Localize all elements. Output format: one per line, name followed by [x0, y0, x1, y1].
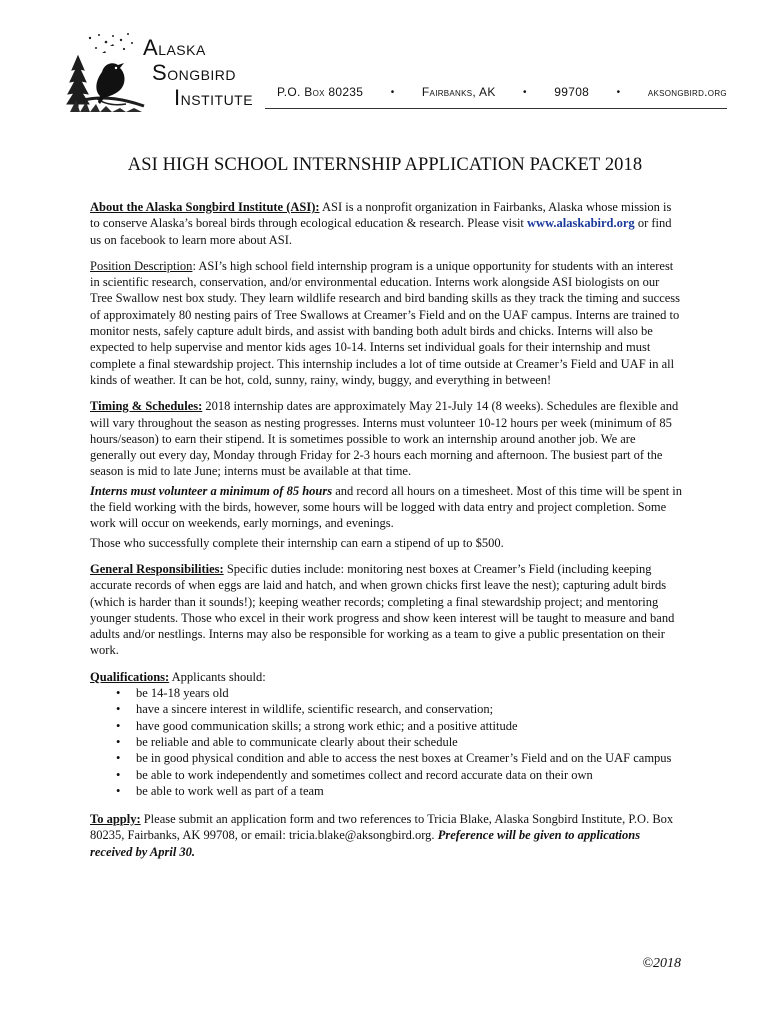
volunteer-emphasis: Interns must volunteer a minimum of 85 hours [90, 483, 333, 498]
about-text-end: or find us on facebook to learn more about ASI. [90, 216, 672, 247]
timing-section [90, 398, 682, 479]
responsibilities-text: Specific duties include: monitoring nest boxes at Creamer’s Field (including keeping accurate records of when eggs are laid and hatch, and when grown chicks first leave the nest); capturing adult birds (which is harder than it sounds!); keeping weather records; completing a final stewardship project; and mentoring younger students. Those who excel in their work progress and show keen interest will be taught to measure and band adults and/or nestlings. Interns may also be responsible for working as a team to give a public presentation on their work. [90, 561, 675, 658]
separator-dot: • [616, 86, 621, 98]
website: aksongbird.org [647, 85, 727, 99]
list-item: • be 14-18 years old [116, 685, 682, 701]
document-body [90, 199, 682, 870]
volunteer-paragraph [90, 483, 682, 532]
list-item: • be in good physical condition and able to access the nest boxes at Creamer’s Field and on the UAF campus [116, 750, 682, 766]
contact-line [277, 84, 727, 100]
list-item: • be able to work well as part of a team [116, 783, 682, 799]
position-section [90, 258, 682, 388]
qualifications-intro: Applicants should: [169, 669, 266, 684]
about-label: About the Alaska Songbird Institute (ASI): [90, 200, 320, 214]
qualifications-section [90, 669, 682, 685]
responsibilities-label: General Responsibilities: [90, 561, 224, 576]
apply-text: Please submit an application form and two references to Tricia Blake, Alaska Songbird Institute, P.O. Box 80235, Fairbanks, AK 99708, or email: tricia.blake@aksongbird.org. [90, 812, 674, 843]
list-item: • have a sincere interest in wildlife, scientific research, and conservation; [116, 701, 682, 717]
qualifications-list [90, 685, 682, 799]
volunteer-text: and record all hours on a timesheet. Most of this time will be spent in the field working with the birds, however, some hours will be logged with data entry and project completion. Some work will occur on weekends, early mornings, and evenings. [90, 483, 683, 531]
position-label: Position Description [90, 258, 193, 273]
city: Fairbanks, AK [421, 85, 496, 99]
list-item: • be able to work independently and sometimes collect and record accurate data on their own [116, 767, 682, 783]
apply-section [90, 811, 682, 860]
list-item: • be reliable and able to communicate clearly about their schedule [116, 734, 682, 750]
timing-label: Timing & Schedules: [90, 399, 203, 414]
list-item: • have good communication skills; a strong work ethic; and a positive attitude [116, 718, 682, 734]
timing-text: 2018 internship dates are approximately May 21-July 14 (8 weeks). Schedules are flexible and will vary throughout the season as nesting progresses. Interns must volunteer 10-12 hours per week (minimum of 85 hours/season) to earn their stipend. It is sometimes possible to work an internship around another job. We are generally out every day, Monday through Friday for 2-3 hours each morning and afternoon. The busiest part of the season is mid to late June; interns must be available at that time. [90, 399, 679, 479]
qualifications-label: Qualifications: [90, 669, 170, 684]
separator-dot: • [390, 86, 395, 98]
header-rule [265, 108, 727, 109]
position-text: : ASI’s high school field internship program is a unique opportunity for students with an interest in scientific research, conservation, and/or environmental education. Interns work alongside ASI biologists on our Tree Swallow nest box study. They learn wildlife research and bird banding skills as they track the timing and success of approximately 80 nesting pairs of Tree Swallows at Creamer’s Field and on the UAF campus. Interns are trained to monitor nests, safely capture adult birds, and assist with banding both adult birds and chicks. Interns will also be expected to help supervise and mentor kids ages 10-14. Interns set individual goals for their internship and must complete a final stewardship project. This internship includes a lot of time outside at Creamer’s Field and UAF in all kinds of weather. It can be hot, cold, sunny, rainy, windy, buggy, and everything in between! [90, 258, 681, 387]
org-name-line-1: ALASKA [143, 35, 206, 60]
responsibilities-section [90, 561, 682, 659]
document-title: ASI HIGH SCHOOL INTERNSHIP APPLICATION PACKET 2018 [127, 155, 643, 175]
stipend-paragraph: Those who successfully complete their internship can earn a stipend of up to $500. [90, 535, 504, 550]
about-text: ASI is a nonprofit organization in Fairbanks, Alaska whose mission is to conserve Alaska’s boreal birds through ecological education & research. Please visit [90, 200, 672, 231]
website-link[interactable]: www.alaskabird.org [527, 216, 635, 231]
org-name-line-2: SONGBIRD [152, 60, 237, 85]
copyright: ©2018 [642, 956, 681, 971]
about-section [90, 199, 682, 248]
zip-code: 99708 [554, 85, 590, 99]
separator-dot: • [523, 86, 527, 98]
po-box: P.O. Box 80235 [277, 85, 364, 99]
org-name-line-3: INSTITUTE [174, 85, 254, 110]
apply-label: To apply: [90, 812, 141, 827]
apply-deadline: Preference will be given to applications received by April 30. [90, 828, 641, 859]
